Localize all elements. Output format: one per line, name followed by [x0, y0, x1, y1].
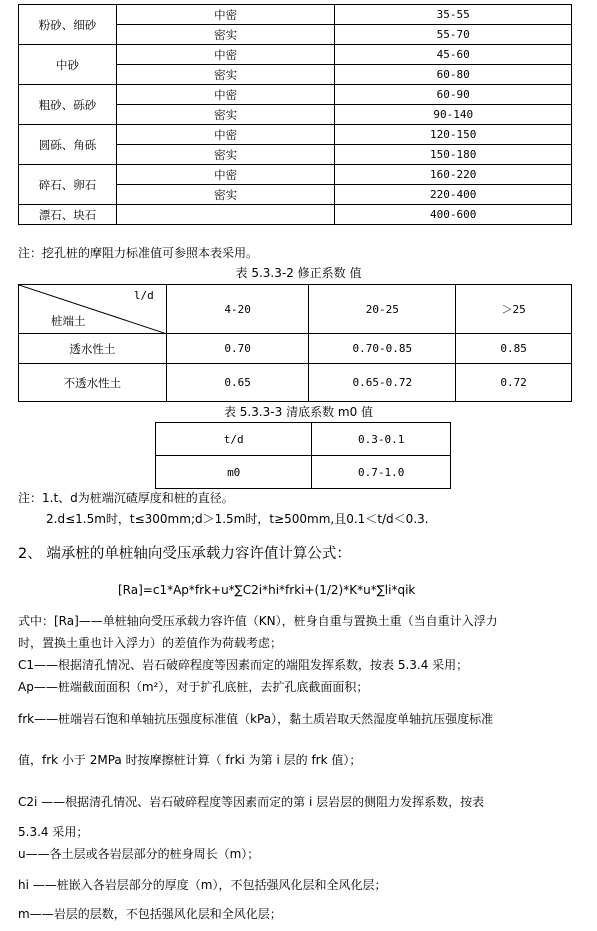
row-label: 透水性土: [19, 334, 167, 364]
soil-type-cell: 漂石、块石: [19, 205, 117, 225]
value-cell: 220-400: [335, 185, 572, 205]
row-label: m0: [156, 456, 312, 489]
density-cell: 密实: [116, 25, 335, 45]
value-cell: 150-180: [335, 145, 572, 165]
table-row: [19, 205, 572, 225]
column-header: 20-25: [309, 285, 456, 334]
table2-caption: 表 5.3.3-2 修正系数 值: [235, 266, 362, 280]
row-label: 不透水性土: [19, 364, 167, 402]
table-cell: 0.3-0.1: [312, 423, 451, 456]
density-cell: 中密: [116, 85, 335, 105]
density-cell: 中密: [116, 125, 335, 145]
explanation-frk-2: 值，frk 小于 2MPa 时按摩擦桩计算（ frki 为第 i 层的 frk 值）；: [18, 753, 362, 767]
table-cell: 0.7-1.0: [312, 456, 451, 489]
table-cell: 0.72: [456, 364, 572, 402]
value-cell: 160-220: [335, 165, 572, 185]
row-label: t/d: [156, 423, 312, 456]
note2-line1: 注：1.t、d为桩端沉碴厚度和桩的直径。: [18, 491, 234, 505]
diagonal-header-cell: [19, 285, 167, 334]
table-cell: 0.70-0.85: [309, 334, 456, 364]
value-cell: 55-70: [335, 25, 572, 45]
soil-type-cell: 圆砾、角砾: [19, 125, 117, 165]
explanation-c2i-1: C2i ——根据清孔情况、岩石破碎程度等因素而定的第 i 层岩层的侧阻力发挥系数，按表: [18, 795, 485, 809]
table-row: [19, 5, 572, 25]
header-pile-soil: 桩端土: [51, 314, 86, 328]
column-header: 4-20: [166, 285, 309, 334]
value-cell: 90-140: [335, 105, 572, 125]
correction-factor-table: [18, 284, 572, 402]
table-row: [19, 85, 572, 105]
table-cell: 0.70: [166, 334, 309, 364]
density-cell: 中密: [116, 165, 335, 185]
density-cell: 中密: [116, 45, 335, 65]
density-cell: 密实: [116, 185, 335, 205]
density-cell: 密实: [116, 105, 335, 125]
value-cell: 60-90: [335, 85, 572, 105]
section-title: 2、 端承桩的单桩轴向受压承载力容许值计算公式：: [18, 546, 351, 562]
explanation-c1: C1——根据清孔情况、岩石破碎程度等因素而定的端阻发挥系数，按表 5.3.4 采用；: [18, 658, 469, 672]
explanation-ra-1: 式中：[Ra]——单桩轴向受压承载力容许值（KN），桩身自重与置换土重（当自重计入浮力: [18, 614, 498, 628]
table3-caption: 表 5.3.3-3 清底系数 m0 值: [223, 405, 374, 419]
value-cell: 120-150: [335, 125, 572, 145]
density-cell: 密实: [116, 65, 335, 85]
density-cell: 密实: [116, 145, 335, 165]
table1-note: 注：挖孔桩的摩阻力标准值可参照本表采用。: [18, 246, 259, 260]
density-cell: 中密: [116, 5, 335, 25]
explanation-u: u——各土层或各岩层部分的桩身周长（m）；: [18, 847, 260, 861]
table-cell: 0.85: [456, 334, 572, 364]
explanation-m: m——岩层的层数，不包括强风化层和全风化层；: [18, 907, 282, 921]
value-cell: 45-60: [335, 45, 572, 65]
clearing-factor-table: [155, 422, 451, 489]
explanation-c2i-2: 5.3.4 采用；: [18, 825, 89, 839]
note2-line2: 2.d≤1.5m时，t≤300mm;d＞1.5m时，t≥500mm,且0.1＜t/d＜0.3.: [46, 512, 429, 526]
explanation-ra-2: 时，置换土重也计入浮力）的差值作为荷载考虑；: [18, 636, 283, 650]
table-row: [19, 165, 572, 185]
soil-type-cell: 粗砂、砾砂: [19, 85, 117, 125]
table-cell: 0.65-0.72: [309, 364, 456, 402]
soil-type-cell: 碎石、卵石: [19, 165, 117, 205]
value-cell: 400-600: [335, 205, 572, 225]
table-row: [19, 45, 572, 65]
explanation-frk-1: frk——桩端岩石饱和单轴抗压强度标准值（kPa），黏土质岩取天然湿度单轴抗压强度标准: [18, 712, 494, 726]
soil-type-cell: 中砂: [19, 45, 117, 85]
explanation-ap: Ap——桩端截面面积（m²），对于扩孔底桩，去扩孔底截面面积；: [18, 680, 369, 694]
table-row: [19, 125, 572, 145]
explanation-hi: hi ——桩嵌入各岩层部分的厚度（m），不包括强风化层和全风化层；: [18, 878, 387, 892]
table-cell: 0.65: [166, 364, 309, 402]
header-ld: l/d: [133, 289, 154, 302]
column-header: ＞25: [456, 285, 572, 334]
value-cell: 60-80: [335, 65, 572, 85]
formula: [Ra]=c1*Ap*frk+u*∑C2i*hi*frki+(1/2)*K*u*∑li*qik: [118, 583, 416, 597]
density-cell: [116, 205, 335, 225]
value-cell: 35-55: [335, 5, 572, 25]
soil-type-cell: 粉砂、细砂: [19, 5, 117, 45]
friction-table: [18, 4, 572, 225]
